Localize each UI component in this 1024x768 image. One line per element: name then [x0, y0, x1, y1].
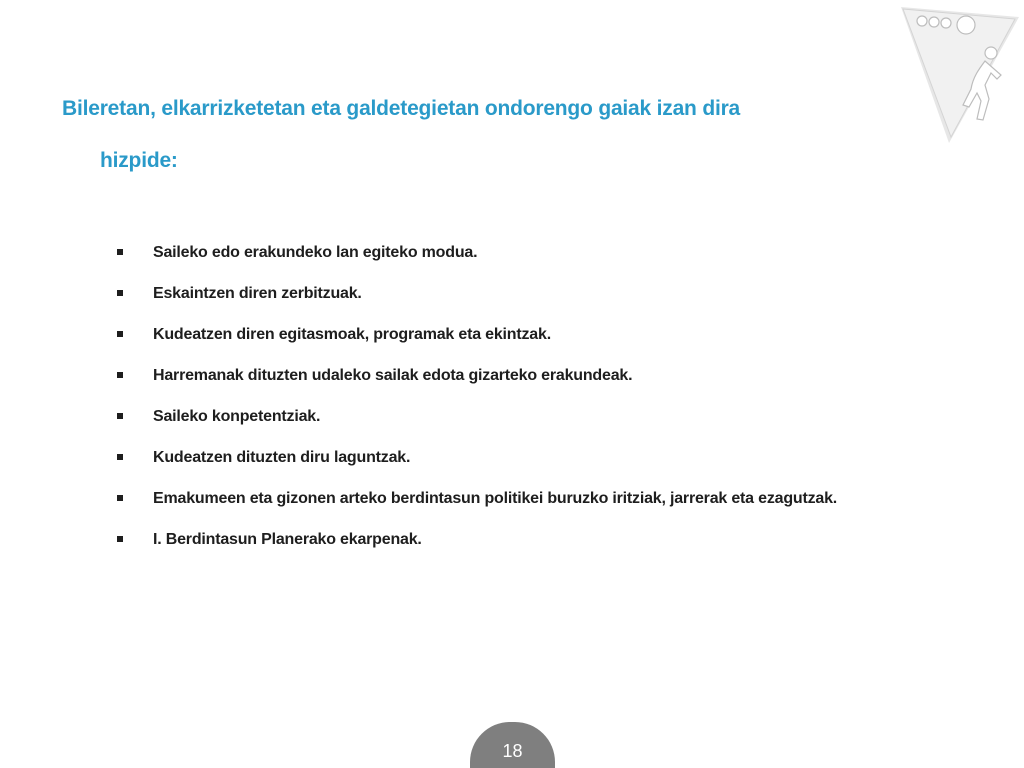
organization-logo-icon [893, 3, 1021, 147]
slide-title-line1: Bileretan, elkarrizketetan eta galdetegietan ondorengo gaiak izan dira [62, 97, 741, 120]
bullet-text: Kudeatzen diren egitasmoak, programak eta ekintzak. [153, 326, 551, 343]
bullet-item [112, 232, 912, 273]
bullet-item [112, 273, 912, 314]
bullet-text: Saileko edo erakundeko lan egiteko modua. [153, 244, 478, 261]
square-bullet-icon [117, 454, 123, 460]
page-number-tab [470, 722, 555, 768]
bullet-text: Saileko konpetentziak. [153, 408, 321, 425]
bullet-list [112, 232, 912, 560]
bullet-item [112, 519, 912, 560]
square-bullet-icon [117, 290, 123, 296]
bullet-item [112, 355, 912, 396]
bullet-item [112, 478, 912, 519]
square-bullet-icon [117, 331, 123, 337]
square-bullet-icon [117, 249, 123, 255]
bullet-text: Eskaintzen diren zerbitzuak. [153, 285, 362, 302]
square-bullet-icon [117, 413, 123, 419]
bullet-text: I. Berdintasun Planerako ekarpenak. [153, 531, 422, 548]
page-number: 18 [502, 741, 523, 761]
bullet-text: Emakumeen eta gizonen arteko berdintasun politikei buruzko iritziak, jarrerak eta ezagutzak. [153, 490, 838, 507]
square-bullet-icon [117, 495, 123, 501]
bullet-text: Harremanak dituzten udaleko sailak edota gizarteko erakundeak. [153, 367, 633, 384]
slide-title [62, 83, 862, 187]
square-bullet-icon [117, 536, 123, 542]
bullet-item [112, 314, 912, 355]
slide-title-line2: hizpide: [100, 149, 178, 172]
bullet-item [112, 437, 912, 478]
bullet-text: Kudeatzen dituzten diru laguntzak. [153, 449, 411, 466]
square-bullet-icon [117, 372, 123, 378]
bullet-item [112, 396, 912, 437]
